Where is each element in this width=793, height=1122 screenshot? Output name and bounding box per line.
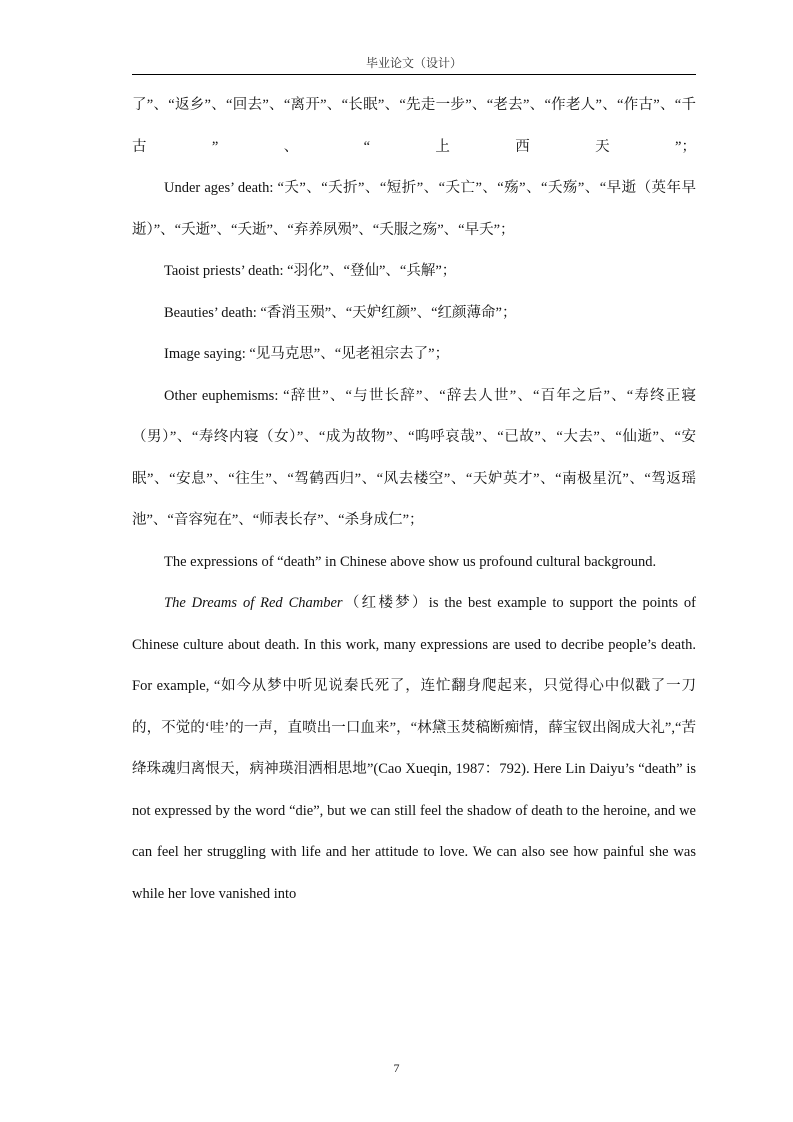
paragraph-cultural-background: The expressions of “death” in Chinese above show us profound cultural background. (164, 553, 657, 570)
page-body (132, 85, 696, 915)
paragraph-red-chamber (132, 583, 696, 915)
paragraph-taoist-priests-death: Taoist priests’ death: “羽化”、“登仙”、“兵解”； (164, 263, 457, 279)
page-header-title: 毕业论文（设计） (365, 56, 462, 70)
page-number: 7 (393, 1061, 400, 1075)
paragraph-beauties-death: Beauties’ death: “香消玉殒”、“天妒红颜”、“红颜薄命”； (164, 304, 517, 321)
paragraph-red-chamber-text: （红楼梦）is the best example to support the points of Chinese culture about death. In this work, many expressions are used to decribe people’s death. For example, “如今从梦中听见说秦氏死了，连忙翻身爬起来，只觉得心中似戳了一刀的，不觉的‘哇’的一声，直喷出一口血来”，“林黛玉焚稿断痴情，薛宝钗出阁成大礼”,“苦绛珠魂归离恨天，病神瑛泪洒相思地”(Cao Xueqin, 1987：792). Here Lin Daiyu’s “death” is not expressed by the word “die”, but we can still feel the shadow of death to the heroine, and we can feel her struggling with life and her attitude to love. We can also see how painful she was while her love vanished into (132, 595, 696, 902)
paragraph-continued-euphemisms: 了”、“返乡”、“回去”、“离开”、“长眠”、“先走一步”、“老去”、“作老人”、“作古”、“千古”、“上西天”； (132, 97, 696, 155)
book-title: The Dreams of Red Chamber (164, 595, 343, 611)
header-rule (132, 74, 696, 75)
paragraph-under-ages-death: Under ages’ death: “夭”、“夭折”、“短折”、“夭亡”、“殇”、“夭殇”、“早逝（英年早逝）”、“夭逝”、“夭逝”、“弃养夙殒”、“夭服之殇”、“早夭”； (132, 180, 696, 238)
paragraph-image-saying: Image saying: “见马克思”、“见老祖宗去了”； (164, 346, 450, 362)
paragraph-other-euphemisms: Other euphemisms: “辞世”、“与世长辞”、“辞去人世”、“百年之后”、“寿终正寝（男）”、“寿终内寝（女）”、“成为故物”、“呜呼哀哉”、“已故”、“大去”、“仙逝”、“安眠”、“安息”、“往生”、“驾鹤西归”、“风去楼空”、“天妒英才”、“南极星沉”、“驾返瑶池”、“音容宛在”、“师表长存”、“杀身成仁”； (132, 387, 696, 528)
